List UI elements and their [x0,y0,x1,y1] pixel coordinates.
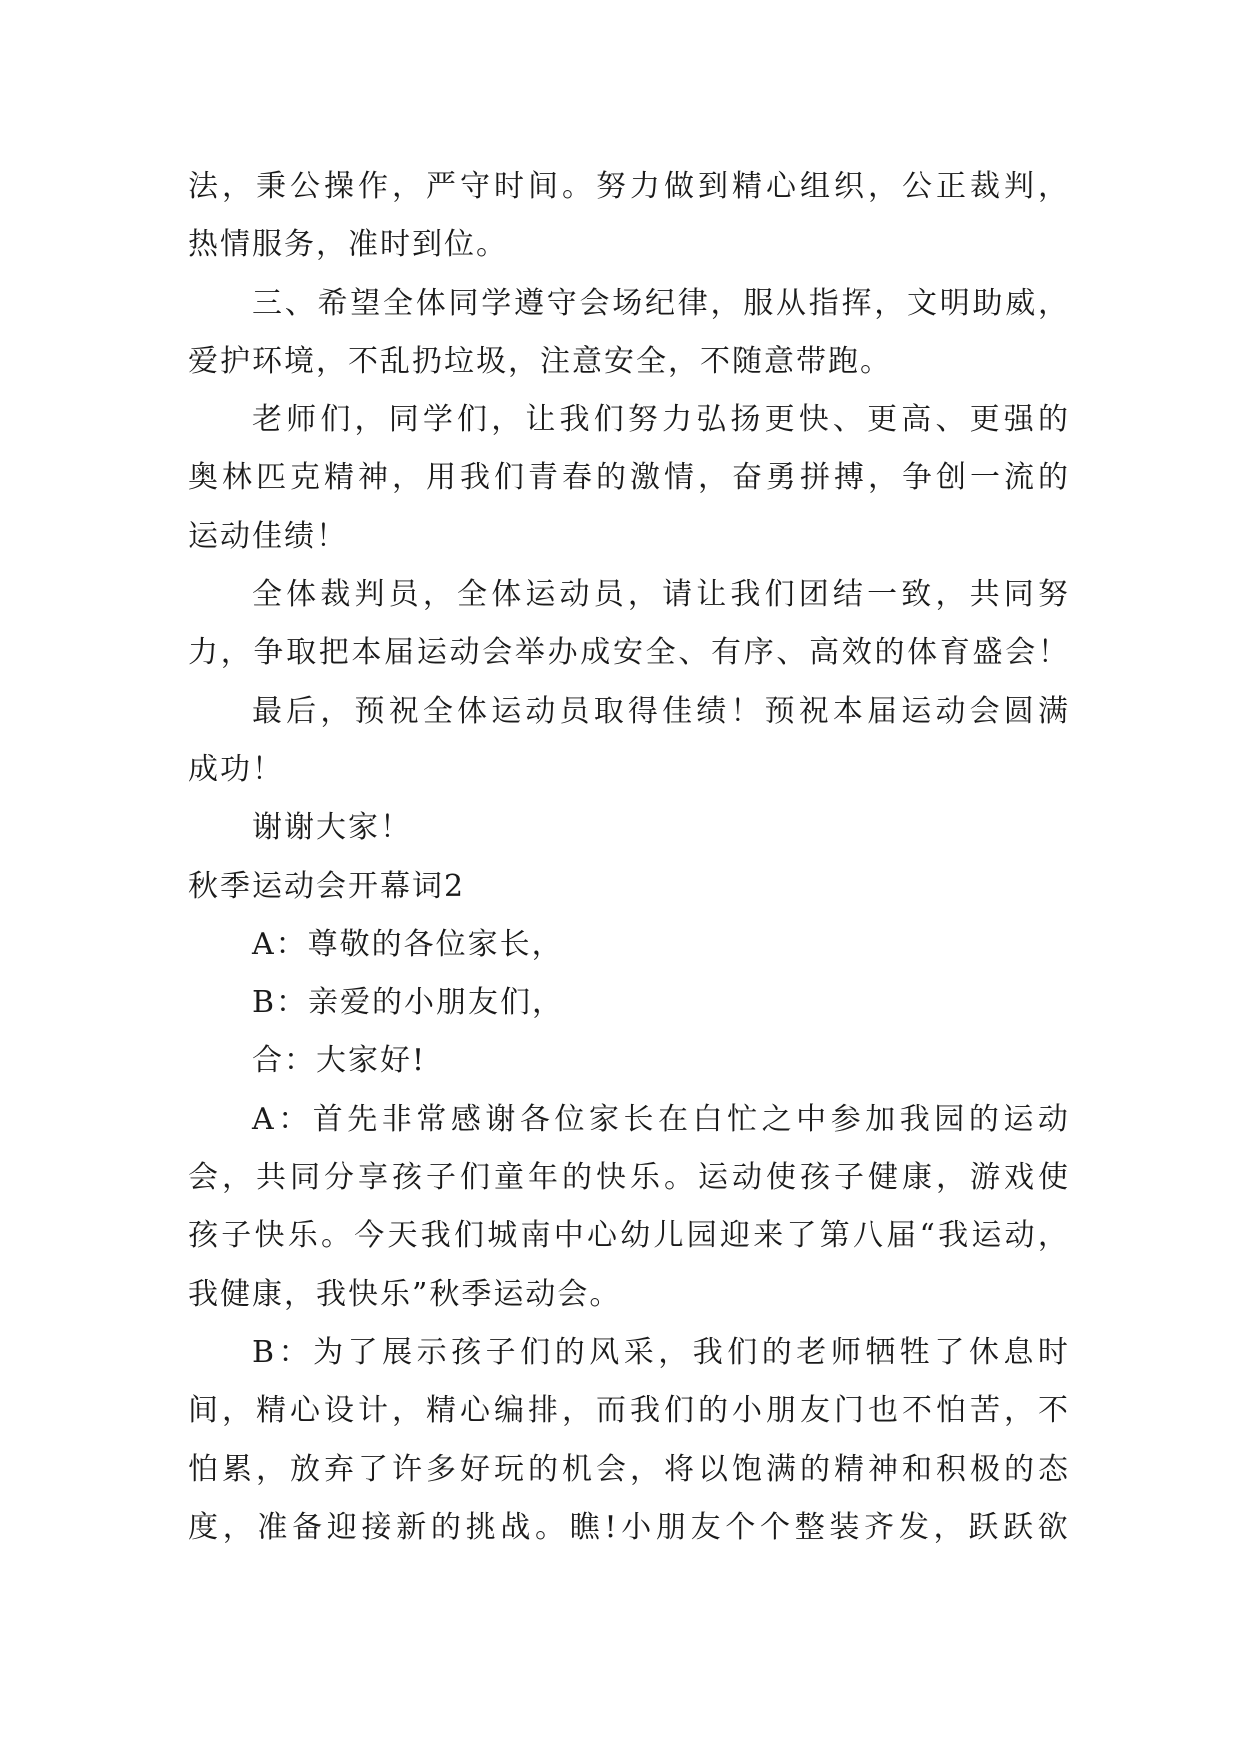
paragraph-line: 度 ， 准 备 迎 接 新 的 挑 战 。 瞧 ! 小 朋 友 个 个 整 装 齐 发 ， 跃 跃 欲 [188,1509,1068,1545]
paragraph-line: 会 ， 共 同 分 享 孩 子 们 童 年 的 快 乐 。 运 动 使 孩 子 健 康 ， 游 戏 使 [188,1160,1068,1196]
paragraph-line: 合：大家好! [252,1043,427,1079]
paragraph-line: 老 师 们 ， 同 学 们 ， 让 我 们 努 力 弘 扬 更 快 、 更 高 、 更 强 的 [252,402,1068,438]
paragraph-line: A ： 首 先 非 常 感 谢 各 位 家 长 在 白 忙 之 中 参 加 我 园 的 运 动 [252,1101,1068,1137]
paragraph-line: 奥 林 匹 克 精 神 ， 用 我 们 青 春 的 激 情 ， 奋 勇 拼 搏 ， 争 创 一 流 的 [188,460,1068,496]
paragraph-line: 我健康，我快乐”秋季运动会。 [188,1276,622,1312]
paragraph-line: 全 体 裁 判 员 ， 全 体 运 动 员 ， 请 让 我 们 团 结 一 致 ， 共 同 努 [252,577,1068,613]
paragraph-line: 运动佳绩！ [188,518,348,554]
paragraph-line: 力 ， 争 取 把 本 届 运 动 会 举 办 成 安 全 、 有 序 、 高 效 的 体 育 盛 会 ！ [188,635,1068,671]
paragraph-line: A：尊敬的各位家长， [252,926,564,962]
paragraph-line: 成功！ [188,751,284,787]
section-title: 秋季运动会开幕词2 [188,868,466,904]
document-body [188,158,1068,1557]
paragraph-line: 谢谢大家！ [252,810,412,846]
paragraph-line: 爱护环境，不乱扔垃圾，注意安全，不随意带跑。 [188,343,892,379]
paragraph-line: 最 后 ， 预 祝 全 体 运 动 员 取 得 佳 绩 ！ 预 祝 本 届 运 动 会 圆 满 [252,693,1068,729]
paragraph-line: 热情服务，准时到位。 [188,227,508,263]
paragraph-line: B：亲爱的小朋友们， [252,985,565,1021]
paragraph-line: 三 、 希 望 全 体 同 学 遵 守 会 场 纪 律 ， 服 从 指 挥 ， 文 明 助 威 ， [252,285,1068,321]
paragraph-line: 孩 子 快 乐 。 今 天 我 们 城 南 中 心 幼 儿 园 迎 来 了 第 八 届 “ 我 运 动 ， [188,1218,1068,1254]
paragraph-line: 法 ， 秉 公 操 作 ， 严 守 时 间 。 努 力 做 到 精 心 组 织 ， 公 正 裁 判 ， [188,169,1068,204]
paragraph-line: 间 ， 精 心 设 计 ， 精 心 编 排 ， 而 我 们 的 小 朋 友 门 也 不 怕 苦 ， 不 [188,1393,1068,1429]
paragraph-line: 怕 累 ， 放 弃 了 许 多 好 玩 的 机 会 ， 将 以 饱 满 的 精 神 和 积 极 的 态 [188,1451,1068,1487]
paragraph-line: B ： 为 了 展 示 孩 子 们 的 风 采 ， 我 们 的 老 师 牺 牲 了 休 息 时 [252,1334,1068,1370]
